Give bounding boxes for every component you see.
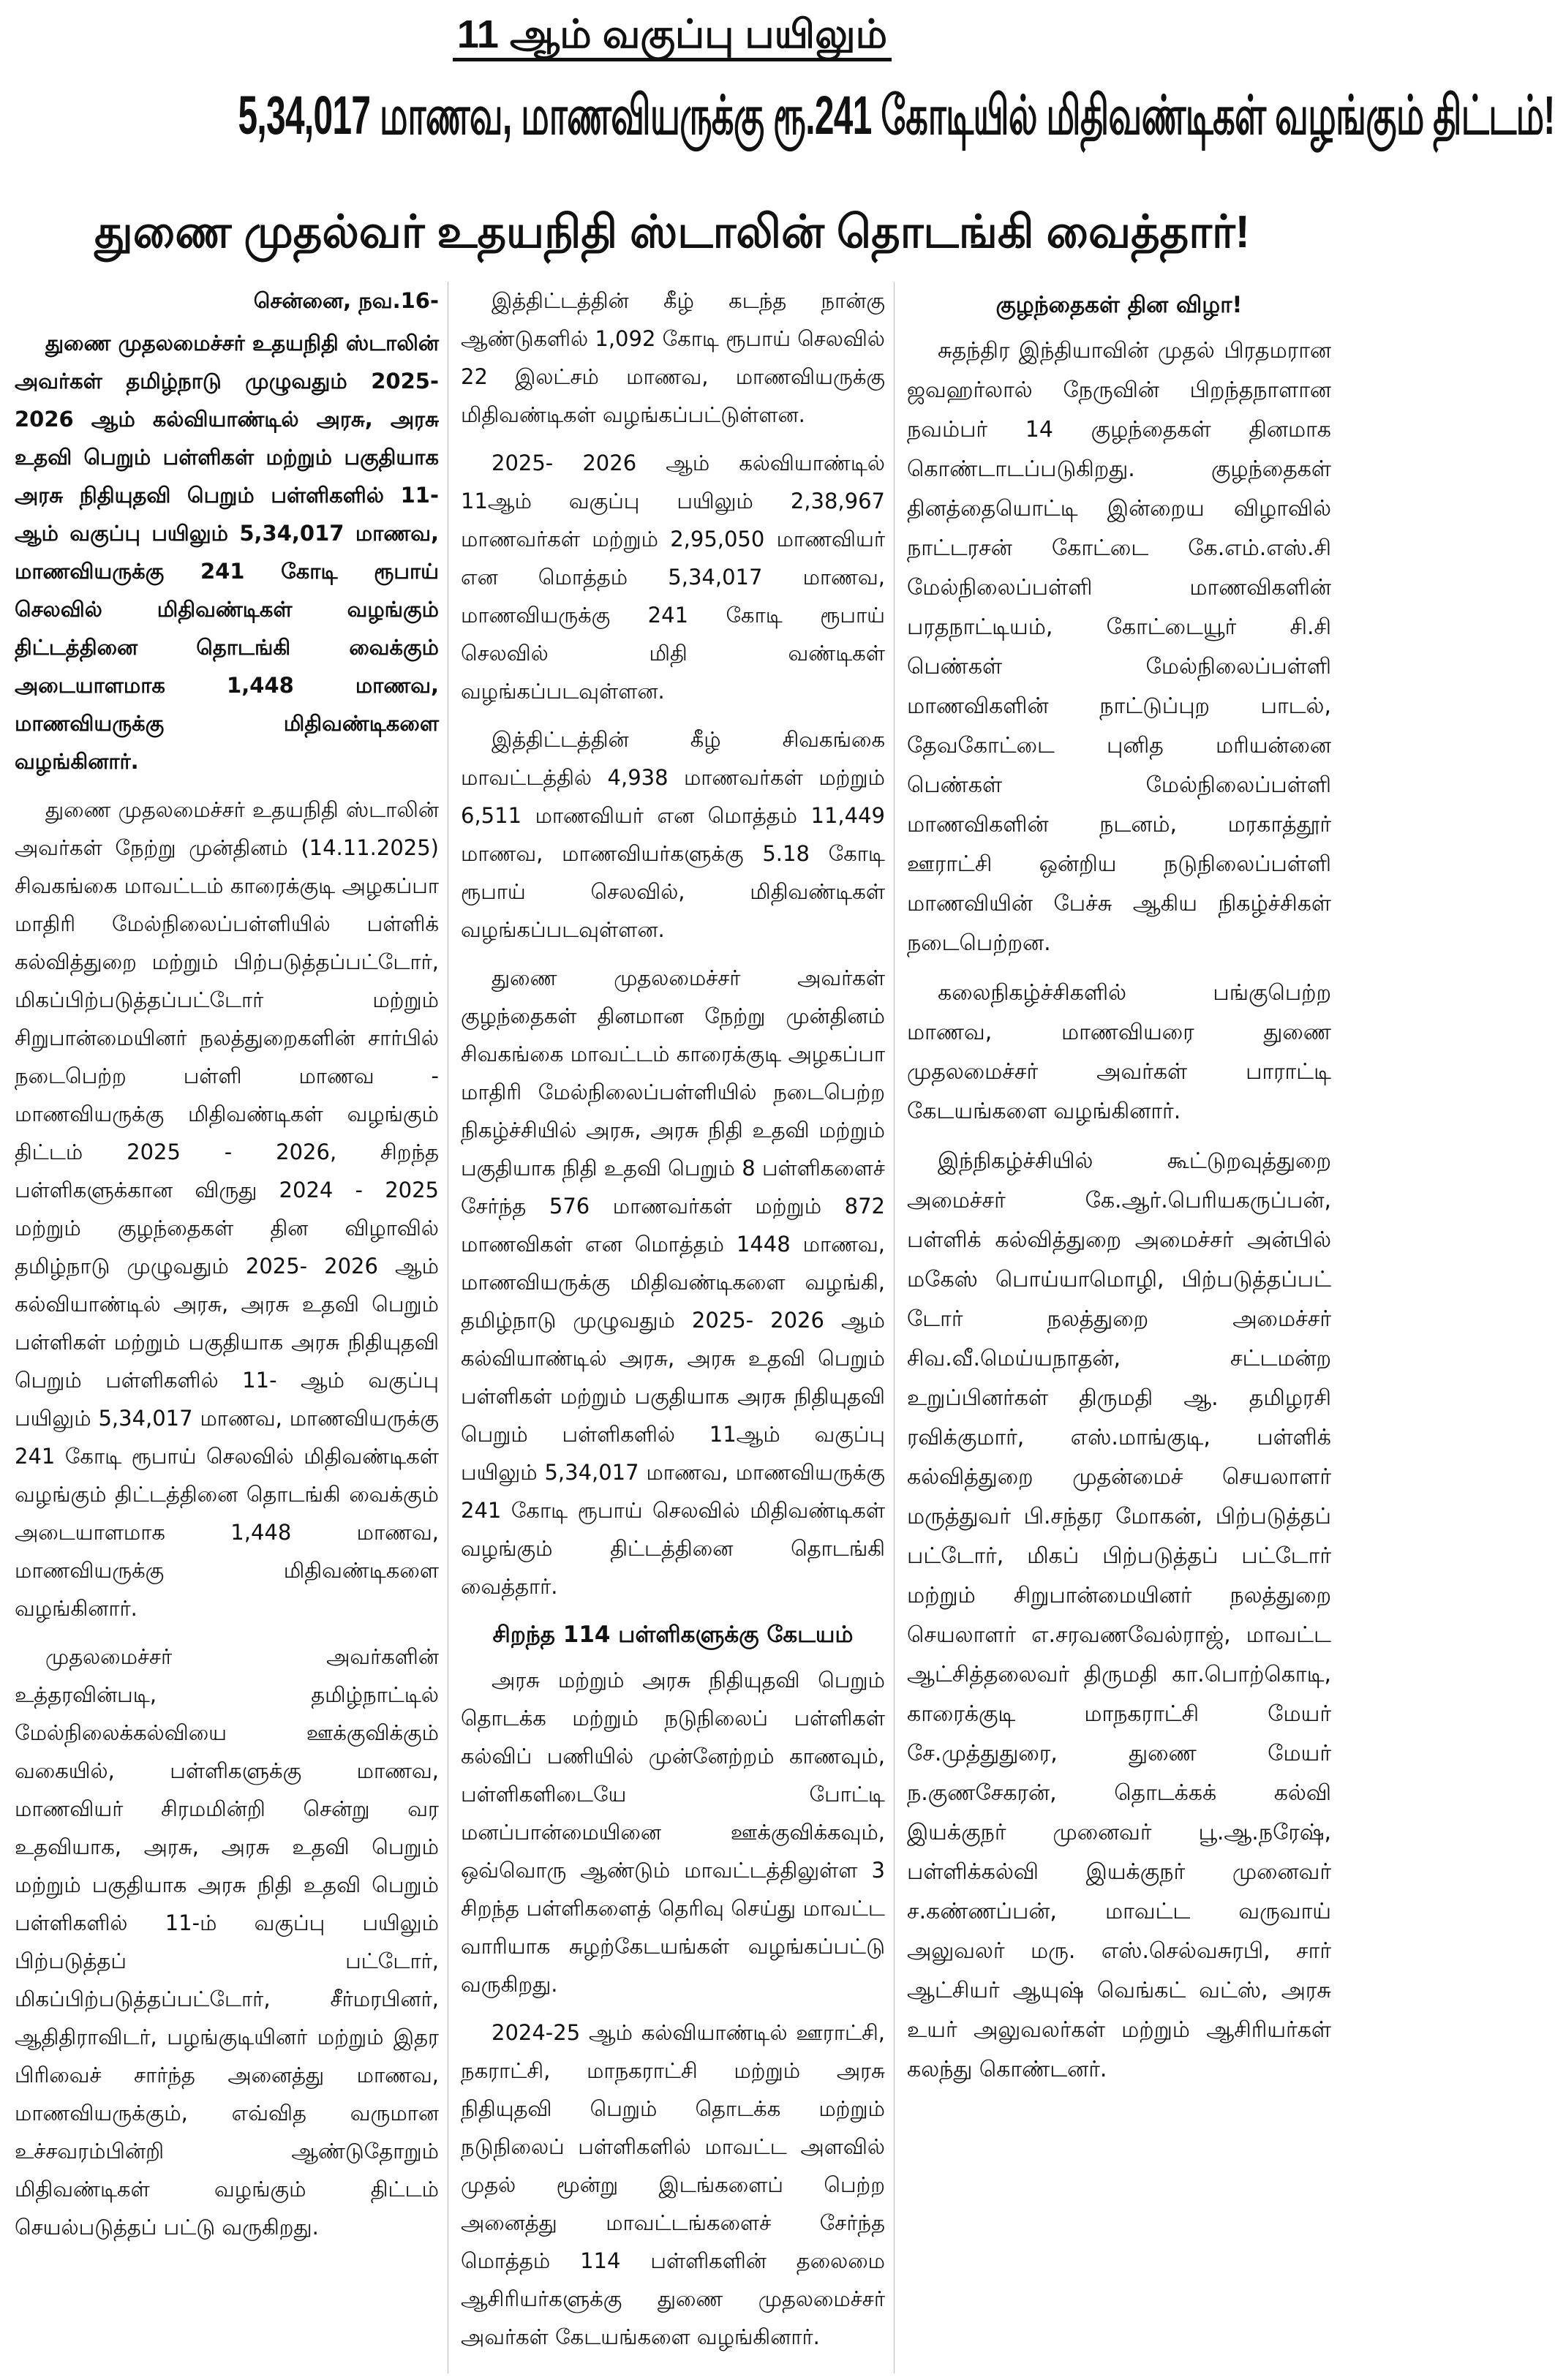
headline: 5,34,017 மாணவ, மாணவியருக்கு ரூ.241 கோடியில் மிதிவண்டிகள் வழங்கும் திட்டம்! — [238, 85, 1555, 146]
body-paragraph: துணை முதலமைச்சர் உதயநிதி ஸ்டாலின் அவர்கள் நேற்று முன்தினம் (14.11.2025) சிவகங்கை மாவட்டம் காரைக்குடி அழகப்பா மாதிரி மேல்நிலைப்பள்ளியில் பள்ளிக் கல்வித்துறை மற்றும் பிற்படுத்தப்பட்டோர், மிகப்பிற்படுத்தப்பட்டோர் மற்றும் சிறுபான்மையினர் நலத்துறைகளின் சார்பில் நடைபெற்ற பள்ளி மாணவ - மாணவியருக்கு மிதிவண்டிகள் வழங்கும் திட்டம் 2025 - 2026, சிறந்த பள்ளிகளுக்கான விருது 2024 - 2025 மற்றும் குழந்தைகள் தின விழாவில் தமிழ்நாடு முழுவதும் 2025- 2026 ஆம் கல்வியாண்டில் அரசு, அரசு உதவி பெறும் பள்ளிகள் மற்றும் பகுதியாக அரசு நிதியுதவி பெறும் பள்ளிகளில் 11- ஆம் வகுப்பு பயிலும் 5,34,017 மாணவ, மாணவியருக்கு 241 கோடி ரூபாய் செலவில் மிதிவண்டிகள் வழங்கும் திட்டத்தினை தொடங்கி வைக்கும் அடையாளமாக 1,448 மாணவ, மாணவியருக்கு மிதிவண்டிகளை வழங்கினார். — [15, 797, 439, 1621]
article-column-3 — [907, 282, 1331, 2100]
body-paragraph: அரசு மற்றும் அரசு நிதியுதவி பெறும் தொடக்க மற்றும் நடுநிலைப் பள்ளிகள் கல்விப் பணியில் முன்னேற்றம் காணவும், பள்ளிகளிடையே போட்டி மனப்பான்மையினை ஊக்குவிக்கவும், ஒவ்வொரு ஆண்டும் மாவட்டத்திலுள்ள 3 சிறந்த பள்ளிகளைத் தெரிவு செய்து மாவட்ட வாரியாக சுழற்கேடயங்கள் வழங்கப்பட்டு வருகிறது. — [461, 1668, 885, 1997]
body-paragraph: 2024-25 ஆம் கல்வியாண்டில் ஊராட்சி, நகராட்சி, மாநகராட்சி மற்றும் அரசு நிதியுதவி பெறும் தொடக்க மற்றும் நடுநிலைப் பள்ளிகளில் மாவட்ட அளவில் முதல் மூன்று இடங்களைப் பெற்ற அனைத்து மாவட்டங்களைச் சேர்ந்த மொத்தம் 114 பள்ளிகளின் தலைமை ஆசிரியர்களுக்கு துணை முதலமைச்சர் அவர்கள் கேடயங்களை வழங்கினார். — [461, 2020, 885, 2349]
body-paragraph: முதலமைச்சர் அவர்களின் உத்தரவின்படி, தமிழ்நாட்டில் மேல்நிலைக்கல்வியை ஊக்குவிக்கும் வகையில், பள்ளிகளுக்கு மாணவ, மாணவியர் சிரமமின்றி சென்று வர உதவியாக, அரசு, அரசு உதவி பெறும் மற்றும் பகுதியாக அரசு நிதி உதவி பெறும் பள்ளிகளில் 11-ம் வகுப்பு பயிலும் பிற்படுத்தப் பட்டோர், மிகப்பிற்படுத்தப்பட்டோர், சீர்மரபினர், ஆதிதிராவிடர், பழங்குடியினர் மற்றும் இதர பிரிவைச் சார்ந்த அனைத்து மாணவ, மாணவியருக்கும், எவ்வித வருமான உச்சவரம்பின்றி ஆண்டுதோறும் மிதிவண்டிகள் வழங்கும் திட்டம் செயல்படுத்தப் பட்டு வருகிறது. — [15, 1644, 439, 2240]
body-paragraph: கலைநிகழ்ச்சிகளில் பங்குபெற்ற மாணவ, மாணவியரை துணை முதலமைச்சர் அவர்கள் பாராட்டி கேடயங்களை வழங்கினார். — [907, 980, 1331, 1124]
article-column-1 — [15, 282, 439, 2256]
dateline: சென்னை, நவ.16- — [253, 288, 439, 313]
article-column-2 — [461, 282, 885, 2366]
kicker-text: 11 ஆம் வகுப்பு பயிலும் — [453, 12, 892, 61]
body-paragraph: இத்திட்டத்தின் கீழ் கடந்த நான்கு ஆண்டுகளில் 1,092 கோடி ரூபாய் செலவில் 22 இலட்சம் மாணவ, மாணவியருக்கு மிதிவண்டிகள் வழங்கப்பட்டுள்ளன. — [461, 288, 885, 427]
section-heading: சிறந்த 114 பள்ளிகளுக்கு கேடயம் — [492, 1622, 854, 1648]
lead-paragraph: துணை முதலமைச்சர் உதயநிதி ஸ்டாலின் அவர்கள் தமிழ்நாடு முழுவதும் 2025- 2026 ஆம் கல்வியாண்டில் அரசு, அரசு உதவி பெறும் பள்ளிகள் மற்றும் பகுதியாக அரசு நிதியுதவி பெறும் பள்ளிகளில் 11-ஆம் வகுப்பு பயிலும் 5,34,017 மாணவ, மாணவியருக்கு 241 கோடி ரூபாய் செலவில் மிதிவண்டிகள் வழங்கும் திட்டத்தினை தொடங்கி வைக்கும் அடையாளமாக 1,448 மாணவ, மாணவியருக்கு மிதிவண்டிகளை வழங்கினார். — [15, 331, 439, 774]
body-paragraph: சுதந்திர இந்தியாவின் முதல் பிரதமரான ஜவஹர்லால் நேருவின் பிறந்தநாளான நவம்பர் 14 குழந்தைகள் தினமாக கொண்டாடப்படுகிறது. குழந்தைகள் தினத்தையொட்டி இன்றைய விழாவில் நாட்டரசன் கோட்டை கே.எம்.எஸ்.சி மேல்நிலைப்பள்ளி மாணவிகளின் பரதநாட்டியம், கோட்டையூர் சி.சி பெண்கள் மேல்நிலைப்பள்ளி மாணவிகளின் நாட்டுப்புற பாடல், தேவகோட்டை புனித மரியன்னை பெண்கள் மேல்நிலைப்பள்ளி மாணவிகளின் நடனம், மரகாத்தூர் ஊராட்சி ஒன்றிய நடுநிலைப்பள்ளி மாணவியின் பேச்சு ஆகிய நிகழ்ச்சிகள் நடைபெற்றன. — [907, 338, 1331, 956]
body-paragraph: துணை முதலமைச்சர் அவர்கள் குழந்தைகள் தினமான நேற்று முன்தினம் சிவகங்கை மாவட்டம் காரைக்குடி அழகப்பா மாதிரி மேல்நிலைப்பள்ளியில் நடைபெற்ற நிகழ்ச்சியில் அரசு, அரசு நிதி உதவி மற்றும் பகுதியாக நிதி உதவி பெறும் 8 பள்ளிகளைச் சேர்ந்த 576 மாணவர்கள் மற்றும் 872 மாணவிகள் என மொத்தம் 1448 மாணவ, மாணவியருக்கு மிதிவண்டிகளை வழங்கி, தமிழ்நாடு முழுவதும் 2025- 2026 ஆம் கல்வியாண்டில் அரசு, அரசு உதவி பெறும் பள்ளிகள் மற்றும் பகுதியாக அரசு நிதியுதவி பெறும் பள்ளிகளில் 11ஆம் வகுப்பு பயிலும் 5,34,017 மாணவ, மாணவியருக்கு 241 கோடி ரூபாய் செலவில் மிதிவண்டிகள் வழங்கும் திட்டத்தினை தொடங்கி வைத்தார். — [461, 965, 885, 1599]
body-paragraph: இந்நிகழ்ச்சியில் கூட்டுறவுத்துறை அமைச்சர் கே.ஆர்.பெரியகருப்பன், பள்ளிக் கல்வித்துறை அமைச்சர் அன்பில் மகேஸ் பொய்யாமொழி, பிற்படுத்தப்பட் டோர் நலத்துறை அமைச்சர் சிவ.வீ.மெய்யநாதன், சட்டமன்ற உறுப்பினர்கள் திருமதி ஆ. தமிழரசி ரவிக்குமார், எஸ்.மாங்குடி, பள்ளிக் கல்வித்துறை முதன்மைச் செயலாளர் மருத்துவர் பி.சந்தர மோகன், பிற்படுத்தப் பட்டோர், மிகப் பிற்படுத்தப் பட்டோர் மற்றும் சிறுபான்மையினர் நலத்துறை செயலாளர் எ.சரவணவேல்ராஜ், மாவட்ட ஆட்சித்தலைவர் திருமதி கா.பொற்கொடி, காரைக்குடி மாநகராட்சி மேயர் சே.முத்துதுரை, துணை மேயர் ந.குணசேகரன், தொடக்கக் கல்வி இயக்குநர் முனைவர் பூ.ஆ.நரேஷ், பள்ளிக்கல்வி இயக்குநர் முனைவர் ச.கண்ணப்பன், மாவட்ட வருவாய் அலுவலர் மரு. எஸ்.செல்வசுரபி, சார் ஆட்சியர் ஆயுஷ் வெங்கட் வட்ஸ், அரசு உயர் அலுவலர்கள் மற்றும் ஆசிரியர்கள் கலந்து கொண்டனர். — [907, 1148, 1331, 2082]
body-paragraph: 2025- 2026 ஆம் கல்வியாண்டில் 11ஆம் வகுப்பு பயிலும் 2,38,967 மாணவர்கள் மற்றும் 2,95,050 மாணவியர் என மொத்தம் 5,34,017 மாணவ, மாணவியருக்கு 241 கோடி ரூபாய் செலவில் மிதி வண்டிகள் வழங்கப்படவுள்ளன. — [461, 451, 885, 704]
column-divider — [894, 282, 895, 2373]
section-heading: குழந்தைகள் தின விழா! — [995, 292, 1243, 318]
subheadline: துணை முதல்வர் உதயநிதி ஸ்டாலின் தொடங்கி வைத்தார்! — [94, 207, 1250, 257]
kicker — [0, 10, 1344, 59]
body-paragraph: இத்திட்டத்தின் கீழ் சிவகங்கை மாவட்டத்தில் 4,938 மாணவர்கள் மற்றும் 6,511 மாணவியர் என மொத்தம் 11,449 மாணவ, மாணவியர்களுக்கு 5.18 கோடி ரூபாய் செலவில், மிதிவண்டிகள் வழங்கப்படவுள்ளன. — [461, 727, 885, 942]
